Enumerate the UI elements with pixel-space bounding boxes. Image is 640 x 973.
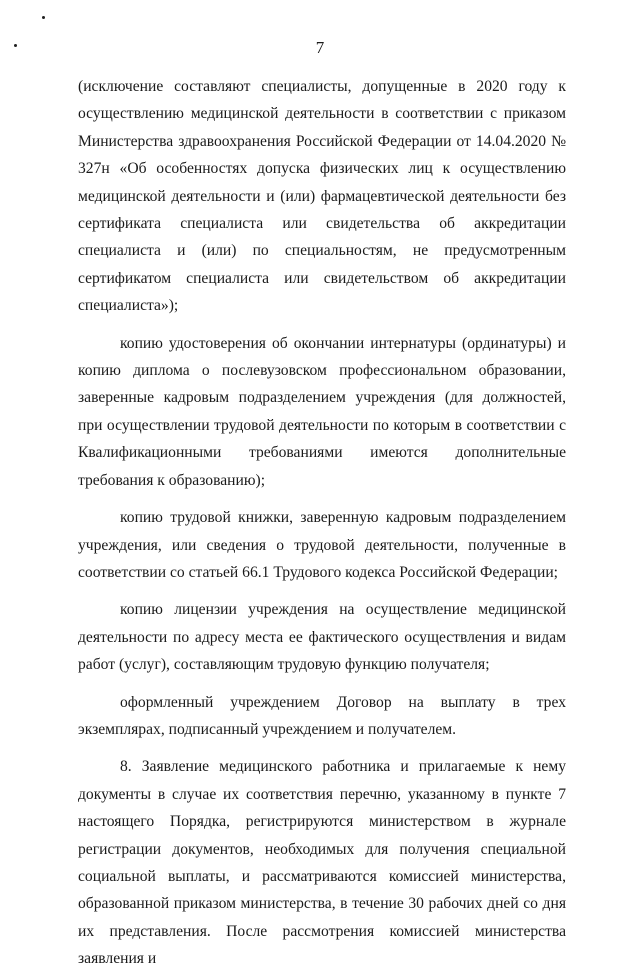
paragraph-work-book-copy: копию трудовой книжки, заверенную кадровым подразделением учреждения, или сведения о трудовой деятельности, полученные в соответствии со статьей 66.1 Трудового кодекса Российской Федерации; [78, 509, 566, 581]
scan-mark [42, 16, 45, 19]
paragraph-continuation: (исключение составляют специалисты, допущенные в 2020 году к осуществлению медицинской деятельности в соответствии с приказом Министерства здравоохранения Российской Федерации от 14.04.2020 № 327н «Об особенностях допуска физических лиц к осуществлению медицинской деятельности и (или) фармацевтической деятельности без сертификата специалиста или свидетельства об аккредитации специалиста и (или) по специальностям, не предусмотренным сертификатом специалиста или свидетельством об аккредитации специалиста»); [78, 78, 566, 315]
page-number: 7 [315, 38, 325, 57]
paragraph-internship-copy: копию удостоверения об окончании интернатуры (ординатуры) и копию диплома о послевузовском профессиональном образовании, заверенные кадровым подразделением учреждения (для должностей, при осуществлении трудовой деятельности по которым в соответствии с Квалификационными требованиями имеются дополнительные требования к образованию); [78, 334, 566, 489]
paragraph-license-copy: копию лицензии учреждения на осуществление медицинской деятельности по адресу места ее фактического осуществления и видам работ (услуг), составляющим трудовую функцию получателя; [78, 601, 566, 674]
document-body [78, 73, 566, 973]
paragraph-contract: оформленный учреждением Договор на выплату в трех экземплярах, подписанный учреждением и получателем. [78, 693, 566, 738]
paragraph-item-8: 8. Заявление медицинского работника и прилагаемые к нему документы в случае их соответствия перечню, указанному в пункте 7 настоящего Порядка, регистрируются министерством в журнале регистрации документов, необходимых для получения специальной социальной выплаты, и рассматриваются комиссией министерства, образованной приказом министерства, в течение 30 рабочих дней со дня их представления. После рассмотрения комиссией министерства заявления и [78, 758, 566, 968]
